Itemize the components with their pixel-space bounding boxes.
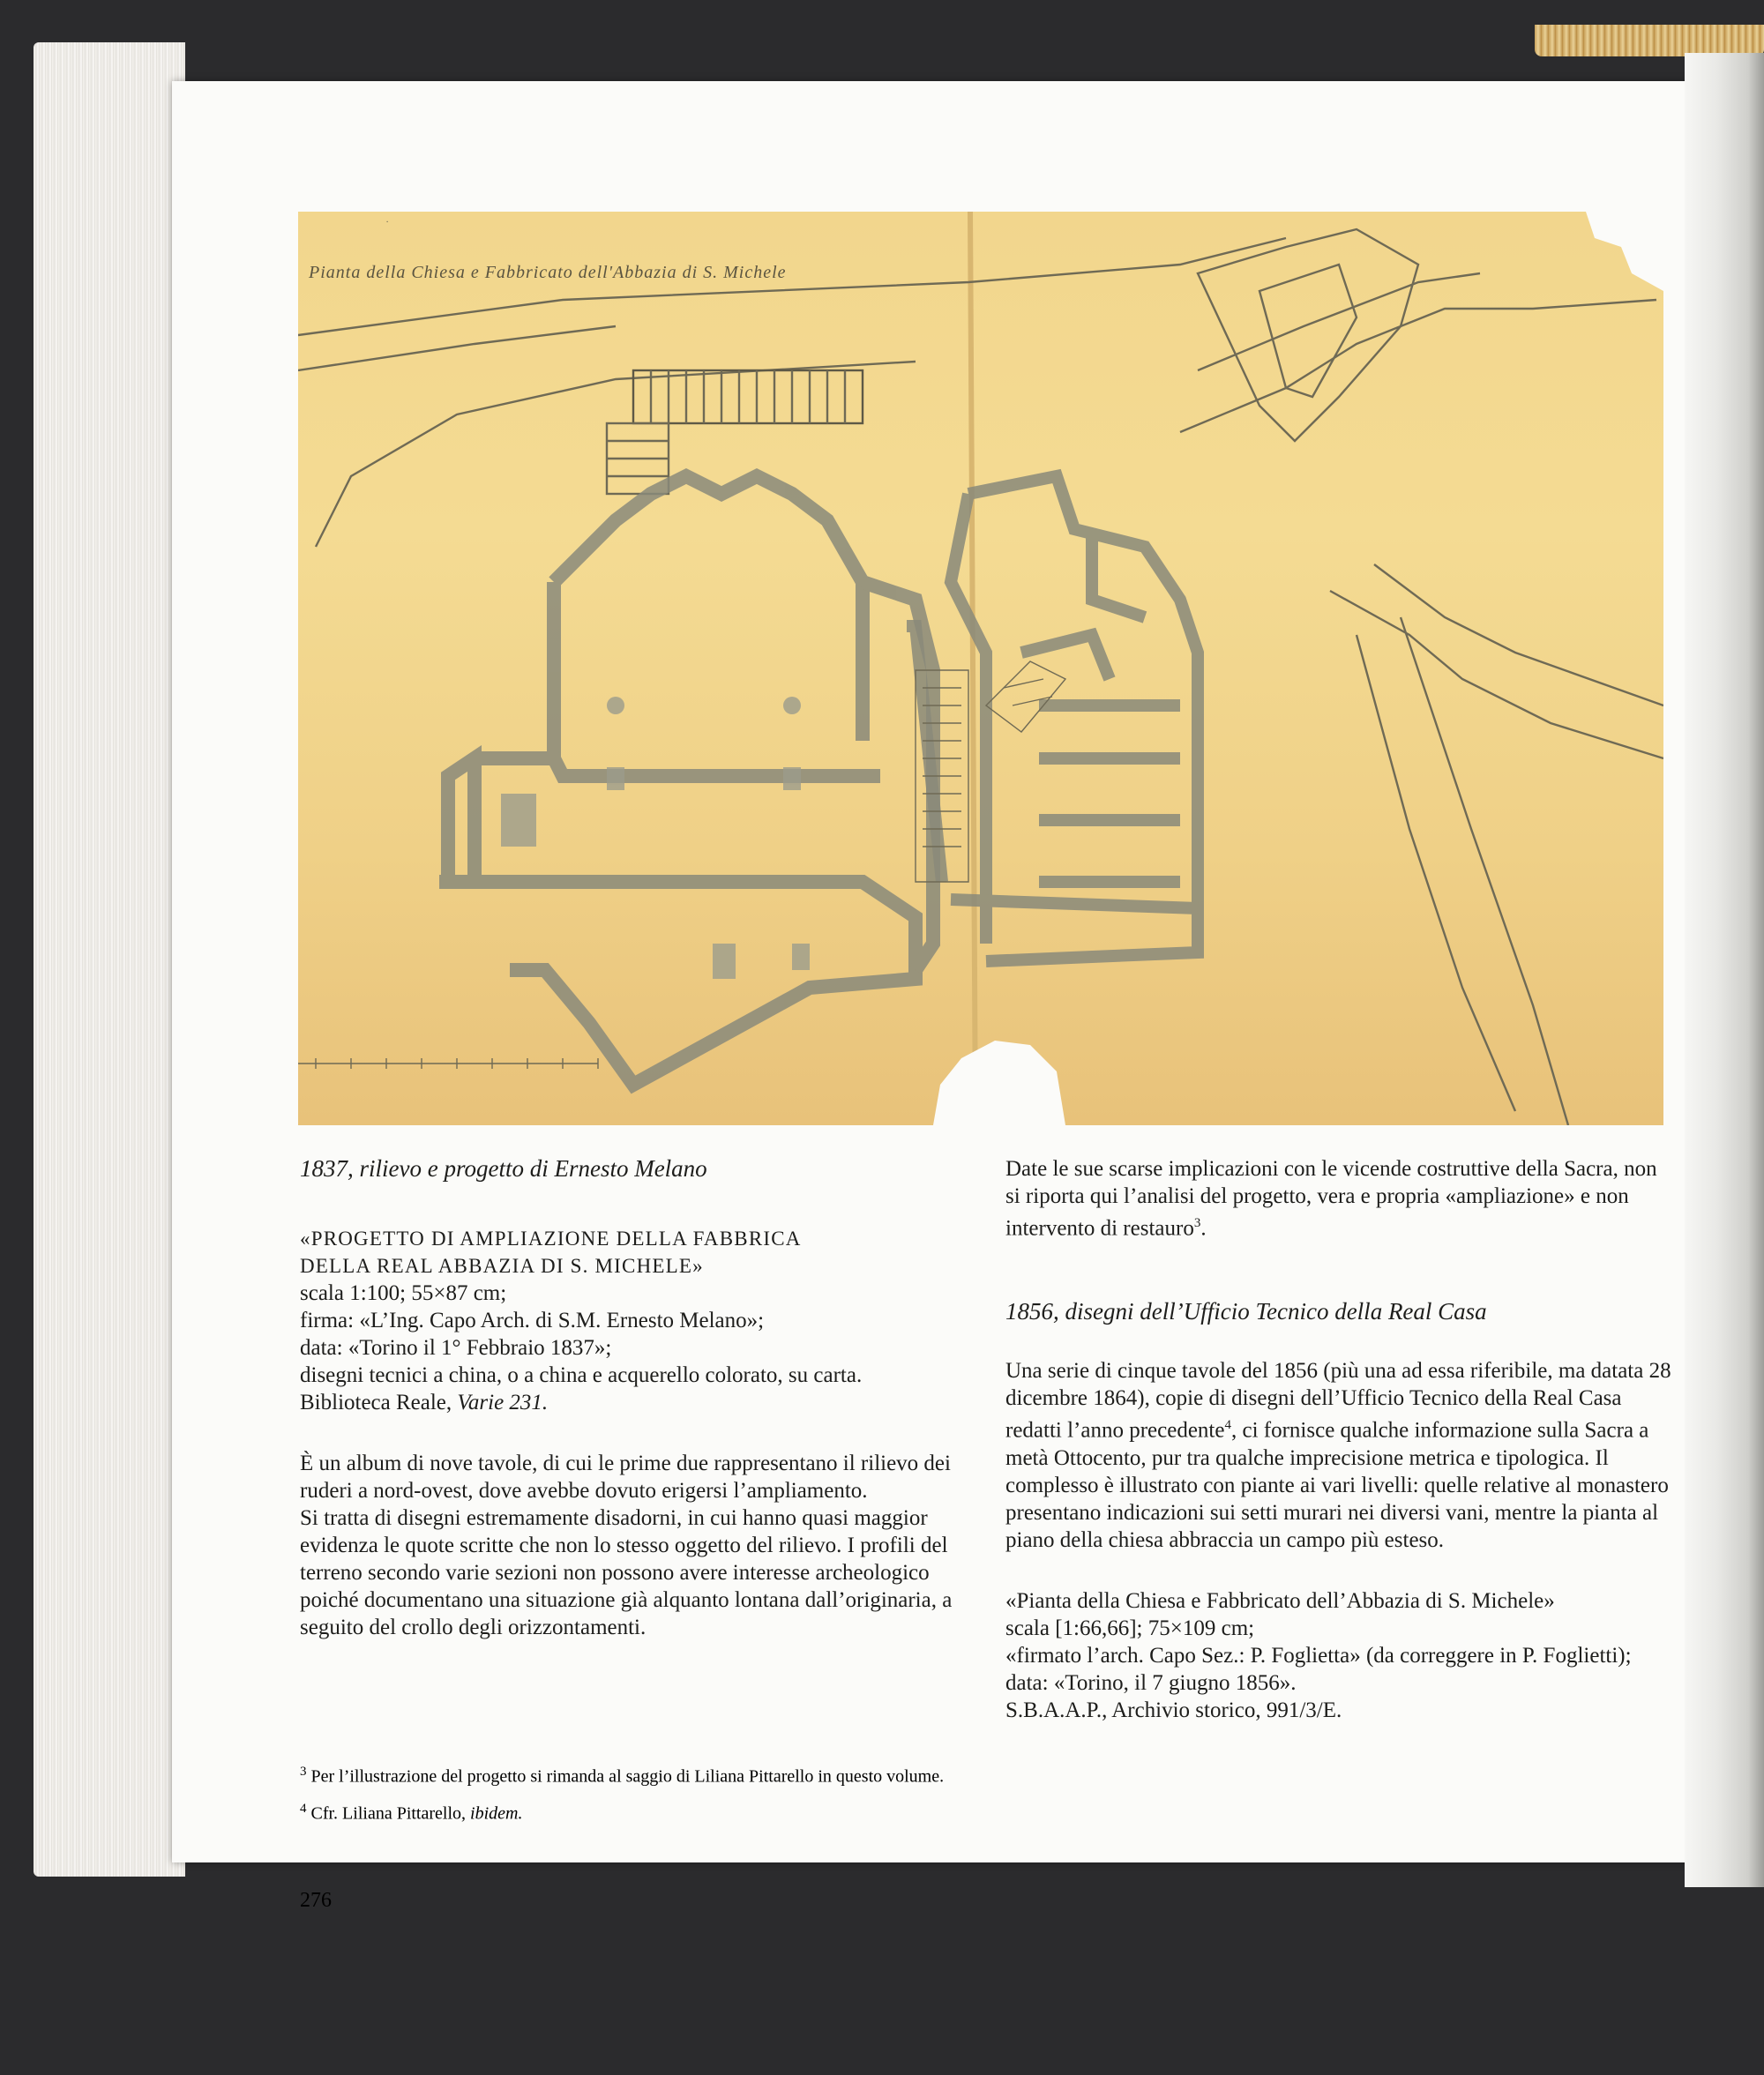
right-column — [1005, 1155, 1676, 1724]
note-ref-3: 3 — [1193, 1216, 1201, 1230]
note-ref-4: 4 — [1224, 1418, 1231, 1433]
svg-text:.: . — [386, 214, 389, 225]
footnote-4-ref: ibidem. — [470, 1803, 523, 1824]
book-gutter — [1685, 53, 1764, 1887]
page-stack-edges — [34, 42, 185, 1877]
architectural-plan-plate — [298, 212, 1663, 1125]
plate-handwritten-title: Pianta della Chiesa e Fabbricato dell'Abbazia di S. Michele — [309, 263, 787, 282]
entry-data: data: «Torino il 1° Febbraio 1837»; — [300, 1336, 612, 1360]
gilt-page-edge — [1535, 25, 1764, 56]
footnote-4-text: Cfr. Liliana Pittarello, — [310, 1803, 467, 1824]
entry-1856-data: data: «Torino, il 7 giugno 1856». — [1005, 1670, 1297, 1695]
entry-1856-firmato: «firmato l’arch. Capo Sez.: P. Foglietta» (da correggere in P. Foglietti); — [1005, 1643, 1632, 1668]
biblioteca-label: Biblioteca Reale, — [300, 1391, 452, 1414]
footnote-3 — [300, 1760, 970, 1788]
entry-disegni: disegni tecnici a china, o a china e acquerello colorato, su carta. — [300, 1363, 863, 1387]
footnote-4-number: 4 — [300, 1801, 307, 1816]
entry-1856-scala: scala [1:66,66]; 75×109 cm; — [1005, 1616, 1255, 1640]
right-paragraph-2-text-b: , ci fornisce qualche informazione sulla Sacra a metà Ottocento, pur tra qualche imprecisione metrica e tipologica. Il complesso è illustrato con piante ai vari livelli: quelle relative al monastero presentano indicazioni sui setti murari nei diversi vani, mentre la pianta al piano della chiesa abbraccia un campo più esteso. — [1005, 1418, 1669, 1552]
entry-1856-archivio: S.B.A.A.P., Archivio storico, 991/3/E. — [1005, 1698, 1342, 1722]
entry-biblioteca — [300, 1389, 970, 1416]
left-paragraph-2: Si tratta di disegni estremamente disadorni, in cui hanno quasi maggior evidenza le quote scritte che non lo stesso oggetto del rilievo. I profili del terreno secondo varie sezioni non possono avere interesse archeologico poiché documentano una situazione già alquanto lontana dall’originaria, a seguito del crollo degli orizzontamenti. — [300, 1506, 953, 1639]
left-paragraph-1: È un album di nove tavole, di cui le prime due rappresentano il rilievo dei ruderi a nord-ovest, dove avebbe dovuto erigersi l’ampliamento. — [300, 1452, 951, 1503]
footnote-4 — [300, 1797, 970, 1825]
biblioteca-ref: Varie 231. — [457, 1391, 549, 1414]
footnote-3-number: 3 — [300, 1765, 307, 1779]
right-paragraph-2 — [1005, 1357, 1676, 1553]
floor-plan-drawing — [298, 212, 1663, 1125]
right-paragraph-1 — [1005, 1155, 1676, 1242]
page-number: 276 — [300, 1889, 332, 1912]
right-paragraph-2-text-a: Una serie di cinque tavole del 1856 (più una ad essa riferibile, ma datata 28 dicembre 1864), copie di disegni dell’Ufficio Tecnico della Real Casa redatti l’anno precedente — [1005, 1359, 1671, 1443]
caption-1856: 1856, disegni dell’Ufficio Tecnico della Real Casa — [1005, 1298, 1487, 1325]
entry-title-line-2: DELLA REAL ABBAZIA DI S. MICHELE» — [300, 1255, 704, 1277]
right-paragraph-1-end: . — [1200, 1216, 1207, 1241]
left-column — [300, 1155, 970, 1641]
entry-scala: scala 1:100; 55×87 cm; — [300, 1281, 507, 1305]
right-paragraph-1-text: Date le sue scarse implicazioni con le vicende costruttive della Sacra, non si riporta qui l’analisi del progetto, vera e propria «ampliazione» e non intervento di restauro — [1005, 1157, 1657, 1241]
footnote-3-text: Per l’illustrazione del progetto si rimanda al saggio di Liliana Pittarello in questo volume. — [310, 1766, 945, 1787]
caption-1837: 1837, rilievo e progetto di Ernesto Melano — [300, 1155, 707, 1182]
entry-1856-title: «Pianta della Chiesa e Fabbricato dell’Abbazia di S. Michele» — [1005, 1588, 1555, 1613]
entry-title-line-1: «PROGETTO DI AMPLIAZIONE DELLA FABBRICA — [300, 1228, 802, 1250]
entry-firma: firma: «L’Ing. Capo Arch. di S.M. Ernesto Melano»; — [300, 1309, 765, 1332]
footnotes — [300, 1760, 970, 1833]
